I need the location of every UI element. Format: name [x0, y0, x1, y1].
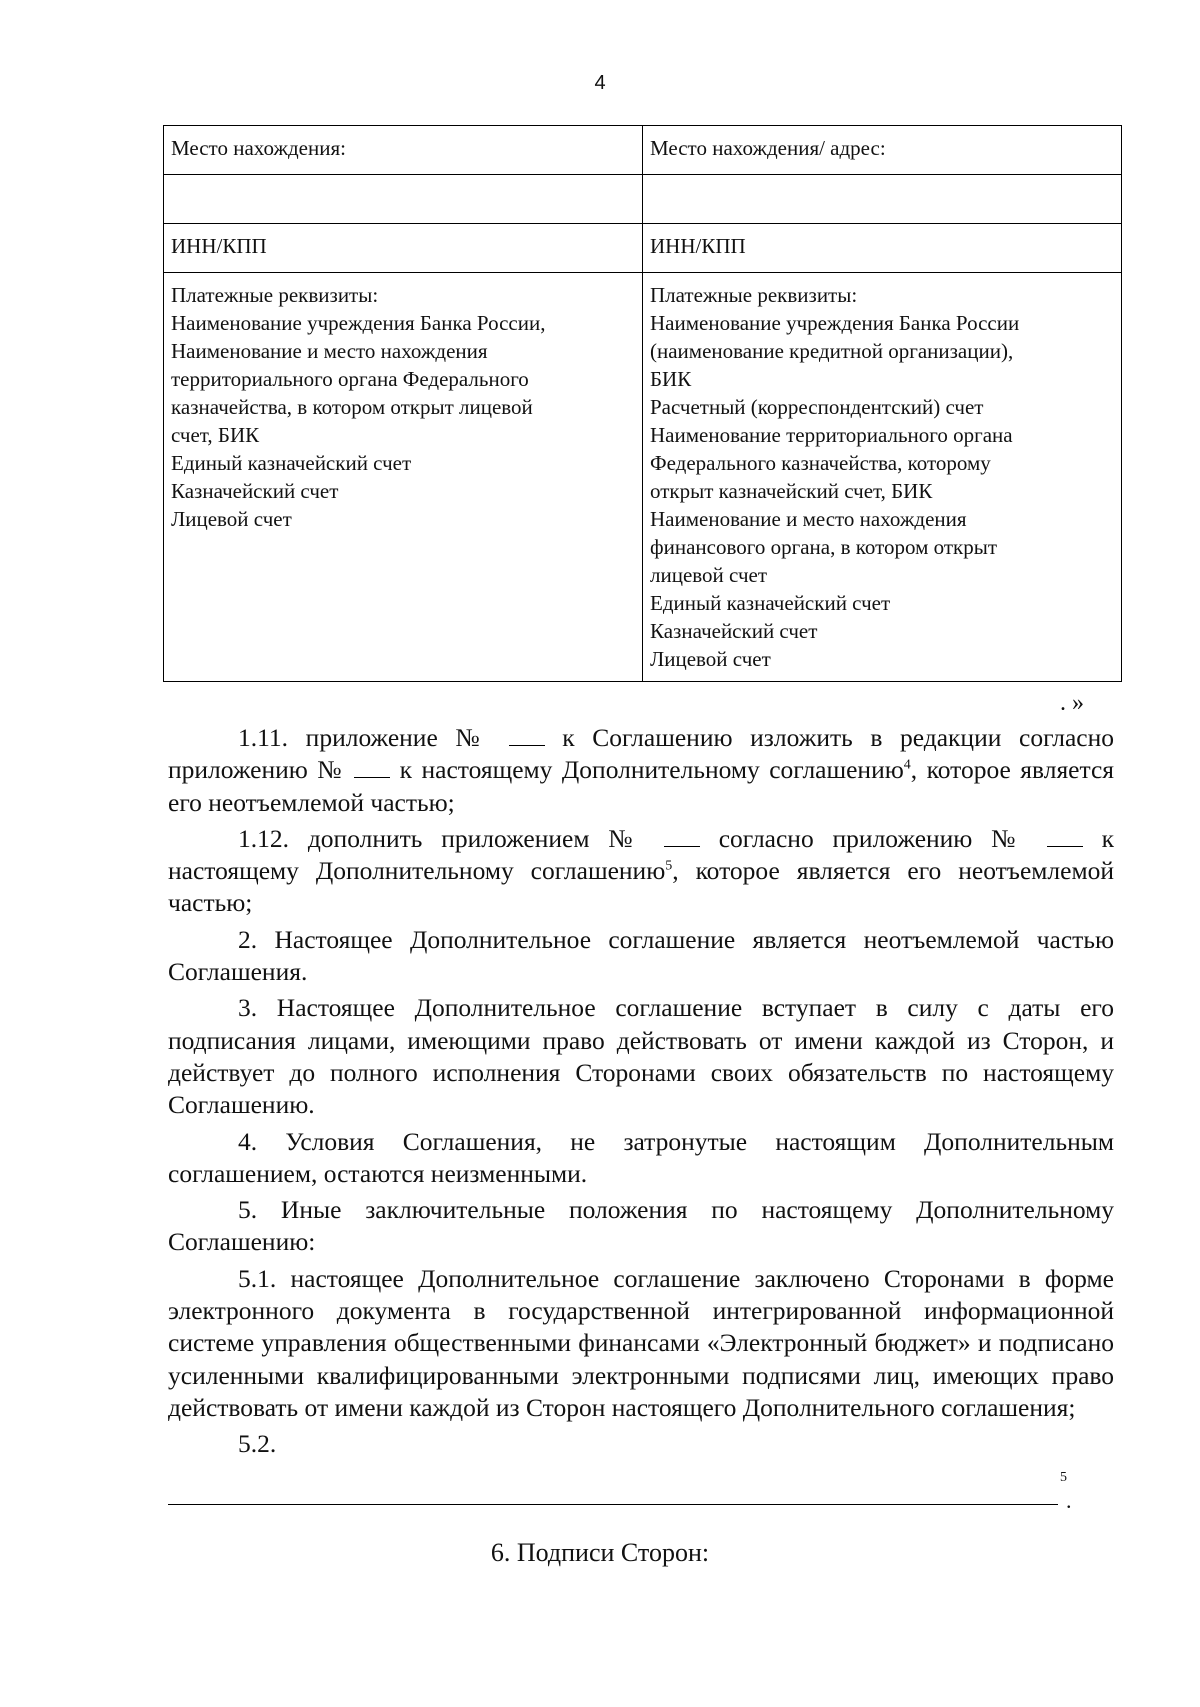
- cell-text: БИК: [650, 367, 692, 391]
- table-cell: [643, 126, 1122, 175]
- table-row: [164, 224, 1122, 273]
- cell-text: Наименование и место нахождения: [171, 339, 488, 363]
- paragraph-text: согласно приложению №: [718, 823, 1028, 853]
- closing-quote: . »: [1060, 690, 1084, 716]
- paragraph-1-11: [168, 722, 1114, 819]
- paragraph-text: к настоящему Дополнительному соглашению: [399, 755, 904, 785]
- cell-text: Наименование учреждения Банка России: [650, 311, 1020, 335]
- cell-text: Платежные реквизиты:: [171, 283, 379, 307]
- cell-text: открыт казначейский счет, БИК: [650, 479, 933, 503]
- document-body: [168, 722, 1114, 1465]
- paragraph-1-12: [168, 823, 1114, 920]
- page-number: 4: [594, 72, 606, 94]
- paragraph-5-1: 5.1. настоящее Дополнительное соглашение заключено Сторонами в форме электронного документа в государственной интегрированной информационной системе управления общественными финансами «Электронный бюджет» и подписано усиленными квалифицированными электронными подписями лиц, имеющих право действовать от имени каждой из Сторон настоящего Дополнительного соглашения;: [168, 1263, 1114, 1422]
- fill-in-line: [168, 1504, 1058, 1505]
- paragraph-4: 4. Условия Соглашения, не затронутые настоящим Дополнительным соглашением, остаются неизменными.: [168, 1126, 1114, 1188]
- cell-text: Лицевой счет: [171, 507, 292, 531]
- cell-text: Место нахождения:: [171, 136, 346, 160]
- cell-text: Казначейский счет: [171, 479, 339, 503]
- paragraph-text: , которое является его неотъемлемой частью;: [168, 856, 1114, 918]
- requisites-table: [163, 125, 1122, 682]
- cell-text: казначейства, в котором открыт лицевой: [171, 395, 533, 419]
- cell-text: Федерального казначейства, которому: [650, 451, 991, 475]
- cell-text: Наименование и место нахождения: [650, 507, 967, 531]
- cell-text: Казначейский счет: [650, 619, 818, 643]
- signatures-heading: 6. Подписи Сторон:: [490, 1538, 710, 1567]
- blank-field: [664, 826, 700, 847]
- blank-field: [509, 725, 545, 746]
- cell-text: (наименование кредитной организации),: [650, 339, 1014, 363]
- table-row: [164, 175, 1122, 224]
- cell-text: Наименование территориального органа: [650, 423, 1013, 447]
- cell-text: счет, БИК: [171, 423, 260, 447]
- paragraph-text: 1.11. приложение №: [238, 723, 491, 752]
- cell-text: Единый казначейский счет: [171, 451, 412, 475]
- footnote-dot: .: [1066, 1488, 1072, 1513]
- table-row: [164, 126, 1122, 175]
- paragraph-text: к Соглашению изложить в редакции согласно приложению №: [168, 723, 1114, 785]
- cell-text: Наименование учреждения Банка России,: [171, 311, 546, 335]
- table-cell: [164, 273, 643, 682]
- cell-text: ИНН/КПП: [650, 234, 746, 258]
- cell-text: финансового органа, в котором открыт: [650, 535, 998, 559]
- cell-text: Лицевой счет: [650, 647, 771, 671]
- table-cell: [164, 175, 643, 224]
- table-cell: [643, 273, 1122, 682]
- footnote-ref: 4: [903, 757, 911, 773]
- table-cell: [643, 175, 1122, 224]
- cell-text: ИНН/КПП: [171, 234, 267, 258]
- paragraph-5: 5. Иные заключительные положения по настоящему Дополнительному Соглашению:: [168, 1195, 1114, 1257]
- paragraph-text: к настоящему Дополнительному соглашению: [168, 823, 1115, 886]
- cell-text: Единый казначейский счет: [650, 591, 891, 615]
- table-cell: [164, 126, 643, 175]
- blank-field: [354, 757, 390, 778]
- table-row: [164, 273, 1122, 682]
- paragraph-text: , которое является его неотъемлемой частью;: [168, 755, 1114, 817]
- cell-text: территориального органа Федерального: [171, 367, 529, 391]
- paragraph-text: 1.12. дополнить приложением №: [238, 823, 646, 853]
- cell-text: Место нахождения/ адрес:: [650, 136, 886, 160]
- table-cell: [164, 224, 643, 273]
- paragraph-3: 3. Настоящее Дополнительное соглашение вступает в силу с даты его подписания лицами, имеющими право действовать от имени каждой из Сторон, и действует до полного исполнения Сторонами своих обязательств по настоящему Соглашению.: [168, 993, 1114, 1120]
- footnote-marker: 5: [1060, 1470, 1067, 1485]
- cell-text: лицевой счет: [650, 563, 767, 587]
- cell-text: Платежные реквизиты:: [650, 283, 858, 307]
- blank-field: [1047, 826, 1083, 847]
- footnote-ref: 5: [665, 858, 673, 874]
- table-cell: [643, 224, 1122, 273]
- cell-text: Расчетный (корреспондентский) счет: [650, 395, 984, 419]
- paragraph-2: 2. Настоящее Дополнительное соглашение является неотъемлемой частью Соглашения.: [168, 924, 1114, 987]
- paragraph-5-2: 5.2.: [238, 1429, 277, 1459]
